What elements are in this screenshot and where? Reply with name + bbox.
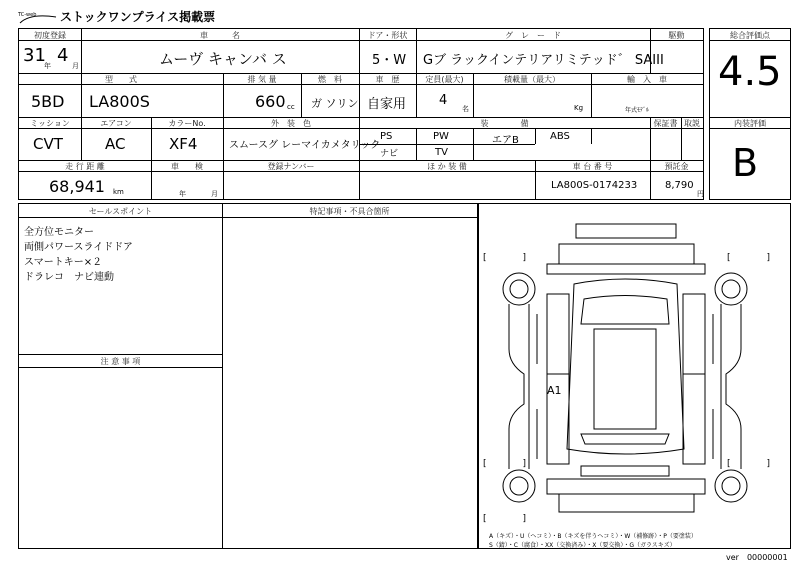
load-unit: Kg [574,104,584,112]
bracket-bottom-left: [ ] [483,514,527,524]
mission-label: ミッション [30,119,70,128]
displacement: 660 [255,92,286,111]
usage: 自家用 [367,97,407,112]
bracket-front-left: [ ] [483,253,527,263]
color-no: XF4 [169,135,198,153]
aircon: AC [105,135,126,153]
model-code: LA800S [89,92,150,111]
equip-abs: ABS [550,131,570,142]
overall-score: 4.5 [718,49,782,95]
usage-label: 車 歴 [375,75,400,84]
equipment-label: 装 備 [480,119,529,128]
door-shape: 5・W [372,53,407,68]
import-label: 輸 入 車 [627,75,667,84]
chassis-label: 車 台 番 号 [572,162,613,171]
legend-line: S（錆）・C（腐食）・XX（交換済み）・X（要交換）・G（ガラスキズ） [489,542,676,549]
sales-point-item: 全方位モニター [24,227,94,238]
equip-ps: PS [380,131,393,142]
interior-score-label: 内装評価 [734,119,766,128]
km-unit: km [113,188,124,196]
inspection-year-unit: 年 [179,190,186,198]
first-reg-month: 4 [57,45,69,66]
first-reg-label: 初度登録 [34,31,66,40]
fuel: ガ ソリン [311,97,359,110]
bracket-front-right: [ ] [727,253,771,263]
bracket-rear-right: [ ] [727,459,771,469]
logo-text: TC-web [18,12,37,18]
warranty-label: 保証書 [653,119,678,128]
remarks-label: 特記事項・不具合箇所 [309,207,390,216]
chassis-number: LA800S-0174233 [551,180,638,191]
model-prefix: 5BD [31,92,65,111]
equip-tv: TV [435,147,448,158]
displacement-label: 排 気 量 [247,75,277,84]
interior-score: B [732,141,759,185]
equip-navi: ナビ [380,149,399,159]
price-label: 預託金 [664,162,689,171]
year-unit: 年 [44,62,51,70]
version-number: ver 00000001 [726,553,788,562]
car-name: ムーヴ キャンバ ス [159,50,287,68]
color-no-label: カラーNo. [168,119,206,128]
color-label: 外 装 色 [271,119,311,128]
overall-score-label: 総合評価点 [730,31,770,40]
yen-unit: 円 [697,190,704,198]
capacity-unit: 名 [462,105,469,113]
car-name-label: 車 名 [200,31,240,40]
sales-point-label: セールスポイント [88,207,153,216]
recycle-price: 8,790 [665,180,694,191]
drive-label: 駆動 [668,31,685,40]
equip-pw: PW [433,131,449,142]
capacity-label: 定員(最大) [425,75,464,84]
load-label: 積載量（最大） [504,75,560,84]
legend-line: A（キズ）・U（ヘコミ）・B（キズを伴うヘコミ）・W（補修跡）・P（要塗装） [489,533,697,540]
sales-point-item: ドラレコ ナビ連動 [24,272,114,283]
equip-airbag: エアB [492,135,519,146]
mission: CVT [33,135,63,153]
sales-point-item: 両側パワースライドドア [24,242,133,253]
inspection-label: 車 検 [171,162,203,171]
fuel-label: 燃 料 [318,75,342,84]
manual-label: 取説 [684,119,700,128]
year-model: 年式ﾓﾃﾞﾙ [625,107,650,114]
logo [18,10,58,22]
grade: Gブ ラックインテリアリミテッド゛ SAIII [423,53,664,68]
remarks-area [18,203,478,549]
cc-unit: cc [287,103,295,111]
mileage-label: 走 行 距 離 [65,162,105,171]
page-title: ストックワンプライス掲載票 [60,10,216,24]
inspection-month-unit: 月 [211,190,218,198]
bracket-rear-left: [ ] [483,459,527,469]
plate-label: 登録ナンバー [267,162,315,171]
score-panel [709,28,791,200]
aircon-label: エアコン [100,119,132,128]
vehicle-info-table [18,28,704,200]
exterior-color: スムースグ レーマイカメタリック [229,140,381,151]
mileage: 68,941 [49,177,105,196]
damage-code: A1 [547,384,562,397]
other-equip-label: ほ か 装 備 [427,162,467,171]
sales-point-item: スマートキー×２ [24,257,103,268]
first-reg-year: 31 [23,45,46,66]
model-label: 型 式 [105,75,137,84]
grade-label: グ レ ー ド [505,31,561,40]
month-unit: 月 [72,62,79,70]
door-label: ドア・形状 [367,31,408,40]
damage-diagram [478,203,791,549]
capacity: 4 [439,93,448,108]
notes-label: 注 意 事 項 [100,357,141,366]
